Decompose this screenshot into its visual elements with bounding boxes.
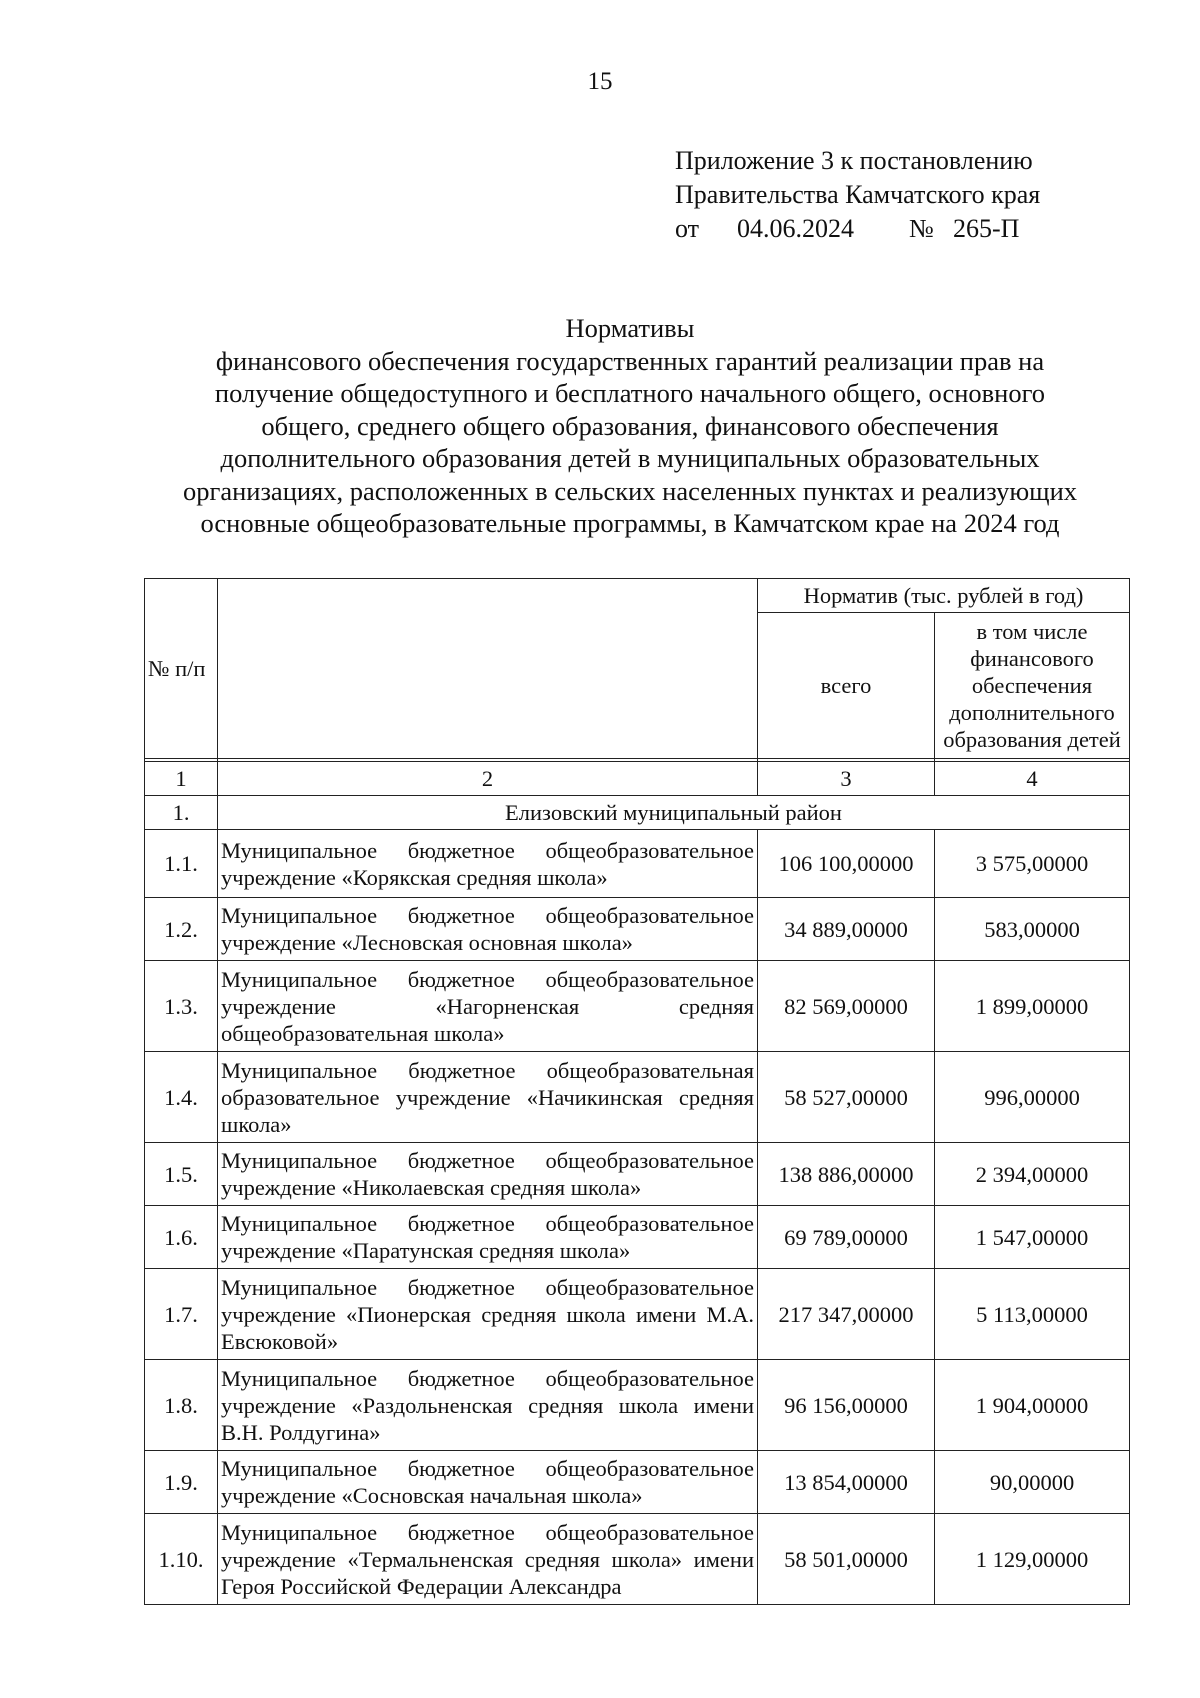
table-row <box>145 1143 1130 1206</box>
appendix-line-2: Правительства Камчатского края <box>675 180 1041 209</box>
row-name: Муниципальное бюджетное общеобразовательное учреждение «Термальненская средняя школа» имени Героя Российской Федерации Александра <box>218 1514 758 1605</box>
table-row <box>145 1451 1130 1514</box>
title-line: дополнительного образования детей в муниципальных образовательных <box>220 443 1040 473</box>
table-row <box>145 1360 1130 1451</box>
document-title <box>140 312 1120 540</box>
norms-table <box>144 578 1130 1605</box>
title-line: организациях, расположенных в сельских населенных пунктах и реализующих <box>182 475 1078 506</box>
document-number: 265-П <box>953 214 1020 243</box>
row-num: 1.5. <box>145 1143 218 1206</box>
column-number: 2 <box>218 762 758 796</box>
row-num: 1.3. <box>145 961 218 1052</box>
column-numbers-row <box>145 762 1130 796</box>
section-row <box>145 796 1130 830</box>
row-name: Муниципальное бюджетное общеобразовательное учреждение «Раздольненская средняя школа имени В.Н. Ролдугина» <box>218 1360 758 1451</box>
table-row <box>145 1269 1130 1360</box>
header-additional: в том числе финансового обеспечения дополнительного образования детей <box>935 613 1130 759</box>
row-additional: 583,00000 <box>935 898 1130 961</box>
row-total: 217 347,00000 <box>758 1269 935 1360</box>
row-additional: 2 394,00000 <box>935 1143 1130 1206</box>
row-total: 82 569,00000 <box>758 961 935 1052</box>
row-name: Муниципальное бюджетное общеобразовательное учреждение «Пионерская средняя школа имени М.А. Евсюковой» <box>218 1269 758 1360</box>
row-name: Муниципальное бюджетное общеобразовательное учреждение «Корякская средняя школа» <box>218 830 758 898</box>
row-additional: 1 899,00000 <box>935 961 1130 1052</box>
table-row <box>145 1206 1130 1269</box>
row-additional: 1 904,00000 <box>935 1360 1130 1451</box>
row-additional: 3 575,00000 <box>935 830 1130 898</box>
title-line: Нормативы <box>565 313 695 343</box>
row-num: 1.9. <box>145 1451 218 1514</box>
section-name: Елизовский муниципальный район <box>218 796 1130 830</box>
section-num: 1. <box>145 796 218 830</box>
row-num: 1.10. <box>145 1514 218 1605</box>
table-row <box>145 1514 1130 1605</box>
from-label: от <box>675 214 700 243</box>
row-total: 58 527,00000 <box>758 1052 935 1143</box>
header-norm-group: Норматив (тыс. рублей в год) <box>758 579 1130 613</box>
page-number: 15 <box>587 68 613 95</box>
row-additional: 5 113,00000 <box>935 1269 1130 1360</box>
row-total: 106 100,00000 <box>758 830 935 898</box>
header-num: № п/п <box>145 579 218 759</box>
title-line: финансового обеспечения государственных гарантий реализации прав на <box>215 345 1045 376</box>
row-num: 1.4. <box>145 1052 218 1143</box>
column-number: 1 <box>145 762 218 796</box>
row-total: 34 889,00000 <box>758 898 935 961</box>
column-number: 4 <box>935 762 1130 796</box>
row-total: 69 789,00000 <box>758 1206 935 1269</box>
header-name-empty <box>218 579 758 759</box>
table-row <box>145 961 1130 1052</box>
table-row <box>145 898 1130 961</box>
row-additional: 1 547,00000 <box>935 1206 1130 1269</box>
document-date: 04.06.2024 <box>737 214 854 243</box>
title-line: общего, среднего общего образования, финансового обеспечения <box>261 410 999 441</box>
header-total: всего <box>758 613 935 759</box>
row-name: Муниципальное бюджетное общеобразовательная образовательное учреждение «Начикинская средняя школа» <box>218 1052 758 1143</box>
row-num: 1.8. <box>145 1360 218 1451</box>
table-row <box>145 1052 1130 1143</box>
row-total: 13 854,00000 <box>758 1451 935 1514</box>
row-num: 1.1. <box>145 830 218 898</box>
row-additional: 1 129,00000 <box>935 1514 1130 1605</box>
row-name: Муниципальное бюджетное общеобразовательное учреждение «Николаевская средняя школа» <box>218 1143 758 1206</box>
appendix-block <box>675 144 1040 246</box>
row-name: Муниципальное бюджетное общеобразовательное учреждение «Нагорненская средняя общеобразовательная школа» <box>218 961 758 1052</box>
row-additional: 996,00000 <box>935 1052 1130 1143</box>
row-num: 1.2. <box>145 898 218 961</box>
row-total: 58 501,00000 <box>758 1514 935 1605</box>
row-num: 1.6. <box>145 1206 218 1269</box>
row-name: Муниципальное бюджетное общеобразовательное учреждение «Лесновская основная школа» <box>218 898 758 961</box>
title-line: получение общедоступного и бесплатного начального общего, основного <box>214 378 1046 408</box>
row-num: 1.7. <box>145 1269 218 1360</box>
number-label: № <box>909 214 934 243</box>
row-additional: 90,00000 <box>935 1451 1130 1514</box>
title-line: основные общеобразовательные программы, в Камчатском крае на 2024 год <box>200 508 1060 538</box>
row-total: 138 886,00000 <box>758 1143 935 1206</box>
appendix-line-1: Приложение 3 к постановлению <box>675 146 1033 175</box>
row-total: 96 156,00000 <box>758 1360 935 1451</box>
row-name: Муниципальное бюджетное общеобразовательное учреждение «Сосновская начальная школа» <box>218 1451 758 1514</box>
table-row <box>145 830 1130 898</box>
column-number: 3 <box>758 762 935 796</box>
row-name: Муниципальное бюджетное общеобразовательное учреждение «Паратунская средняя школа» <box>218 1206 758 1269</box>
appendix-date-line <box>675 212 1040 246</box>
